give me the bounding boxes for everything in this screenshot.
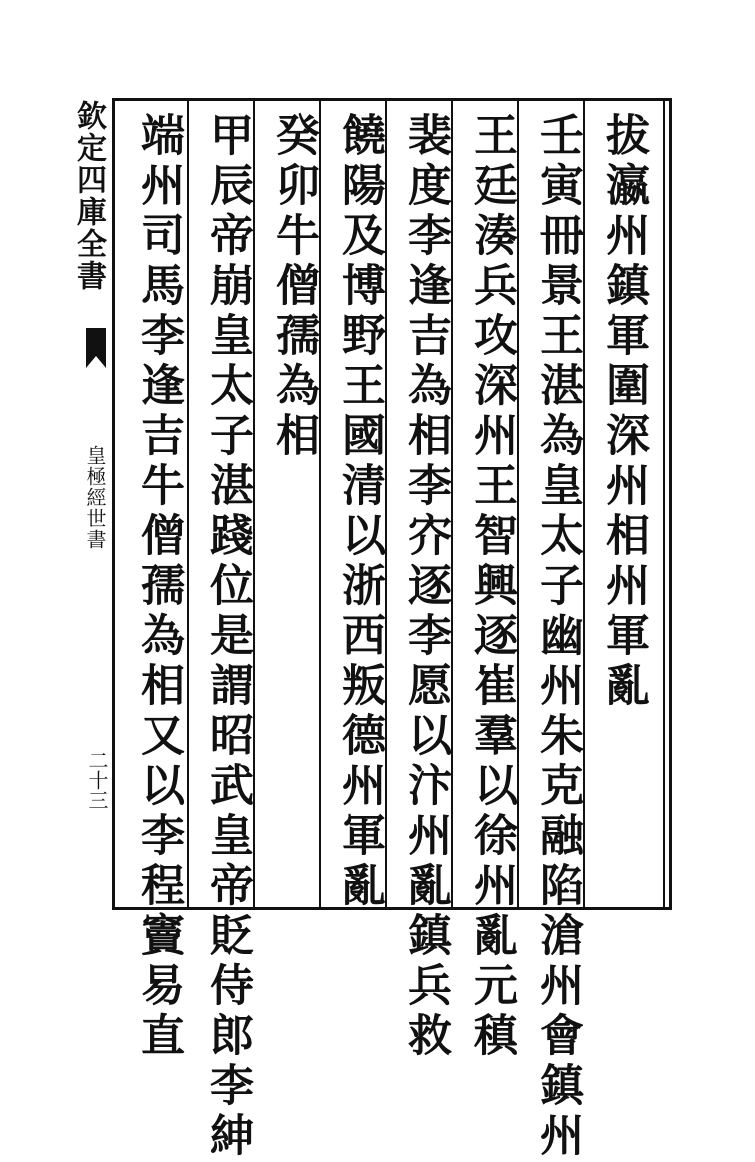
page-number: 二十三: [85, 750, 109, 810]
text-column-5: 饒陽及博野王國清以浙西叛德州軍亂: [334, 112, 385, 912]
page-frame: [112, 98, 672, 1162]
book-series-title: 欽定四庫全書: [71, 100, 106, 292]
fish-tail-mark: [86, 328, 106, 368]
text-column-7: 甲辰帝崩皇太子湛踐位是謂昭武皇帝貶侍郎李紳: [202, 112, 253, 1162]
book-title: 皇極經世書: [83, 445, 107, 550]
text-column-2: 壬寅冊景王湛為皇太子幽州朱克融陷滄州會鎮州: [532, 112, 583, 1162]
text-column-8: 端州司馬李逢吉牛僧孺為相又以李程竇易直: [133, 112, 184, 1062]
text-column-3: 王廷湊兵攻深州王智興逐崔羣以徐州亂元稹: [466, 112, 517, 1062]
text-column-6: 癸卯牛僧孺為相: [268, 112, 319, 462]
frame-inner-rule: [663, 98, 665, 910]
text-column-1: 拔瀛州鎮軍圍深州相州軍亂: [598, 112, 649, 712]
text-column-4: 裴度李逢吉為相李㝏逐李愿以汴州亂鎮兵救: [400, 112, 451, 1062]
